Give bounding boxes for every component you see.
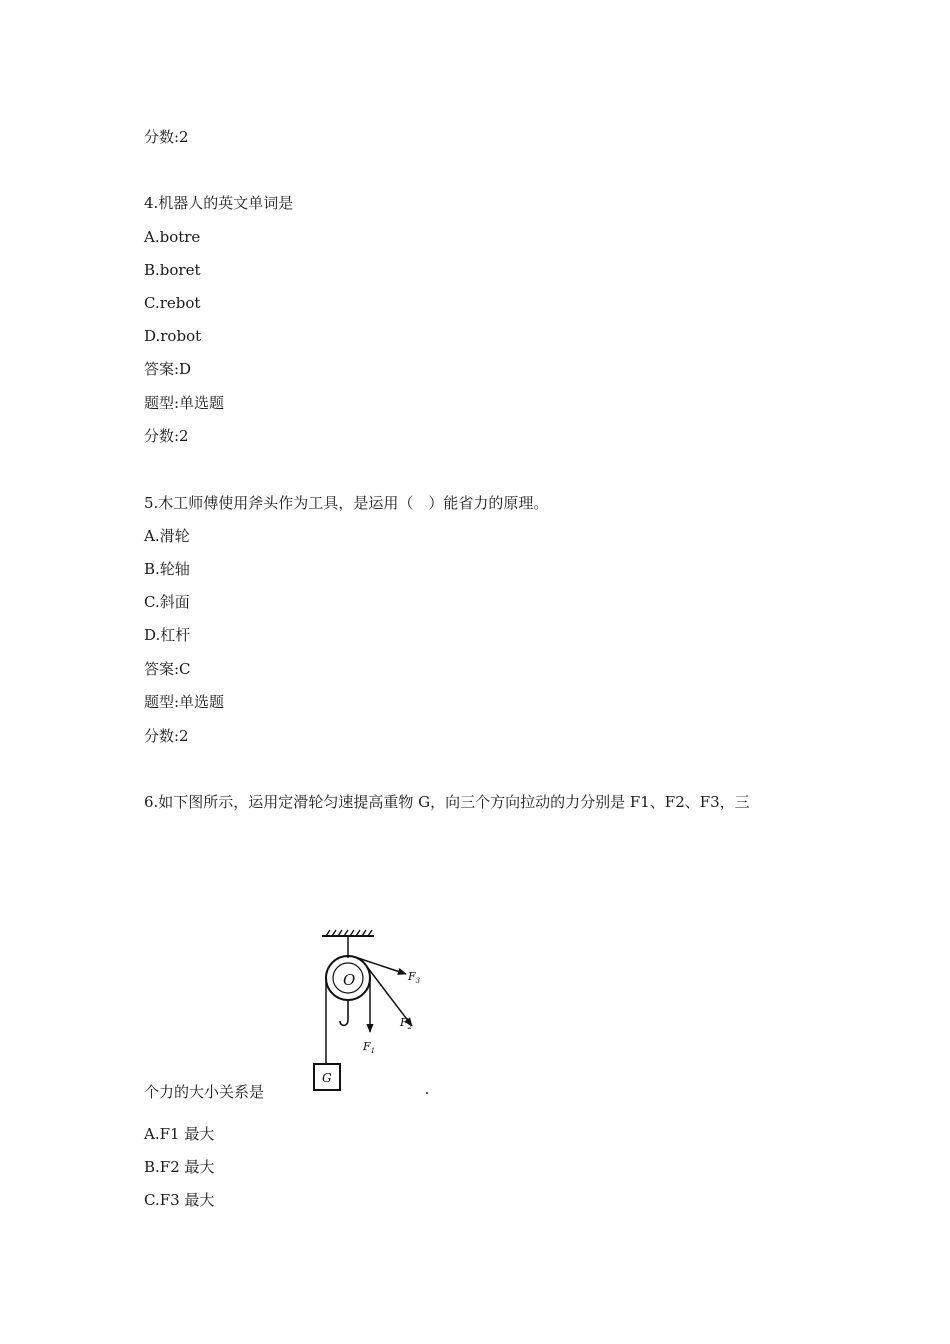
q4-option-c: C.rebot	[144, 294, 201, 312]
q6-option-c: C.F3 最大	[144, 1191, 215, 1209]
q5-question: 5.木工师傅使用斧头作为工具，是运用（ ）能省力的原理。	[144, 494, 549, 512]
q4-question: 4.机器人的英文单词是	[144, 194, 294, 212]
q6-question: 6.如下图所示，运用定滑轮匀速提高重物 G，向三个方向拉动的力分别是 F1、F2、F3，三	[144, 793, 750, 811]
q5-answer: 答案:C	[144, 660, 191, 678]
label-f2: $F_2$	[400, 1016, 413, 1031]
stray-dot	[426, 1092, 428, 1094]
q5-option-b: B.轮轴	[144, 560, 190, 578]
q4-score: 分数:2	[144, 427, 189, 445]
force-f3-arrow	[358, 958, 406, 974]
q5-option-d: D.杠杆	[144, 626, 191, 644]
label-f1: $F_1$	[363, 1040, 376, 1055]
q4-option-d: D.robot	[144, 327, 202, 345]
hook	[340, 1000, 348, 1025]
q3-score: 分数:2	[144, 128, 189, 146]
q4-option-b: B.boret	[144, 261, 201, 279]
q5-type: 题型:单选题	[144, 693, 225, 711]
q4-answer: 答案:D	[144, 360, 192, 378]
q6-question-cont: 个力的大小关系是	[144, 1083, 265, 1101]
label-o: O	[343, 971, 356, 989]
q5-option-c: C.斜面	[144, 593, 190, 611]
q4-type: 题型:单选题	[144, 394, 225, 412]
label-f3: $F_3$	[408, 970, 421, 985]
q6-option-b: B.F2 最大	[144, 1158, 215, 1176]
q4-option-a: A.botre	[144, 228, 201, 246]
label-g: G	[322, 1071, 332, 1085]
q6-option-a: A.F1 最大	[144, 1125, 215, 1143]
q5-option-a: A.滑轮	[144, 527, 190, 545]
pulley-diagram	[308, 922, 428, 1094]
q5-score: 分数:2	[144, 727, 189, 745]
ceiling	[322, 930, 374, 936]
